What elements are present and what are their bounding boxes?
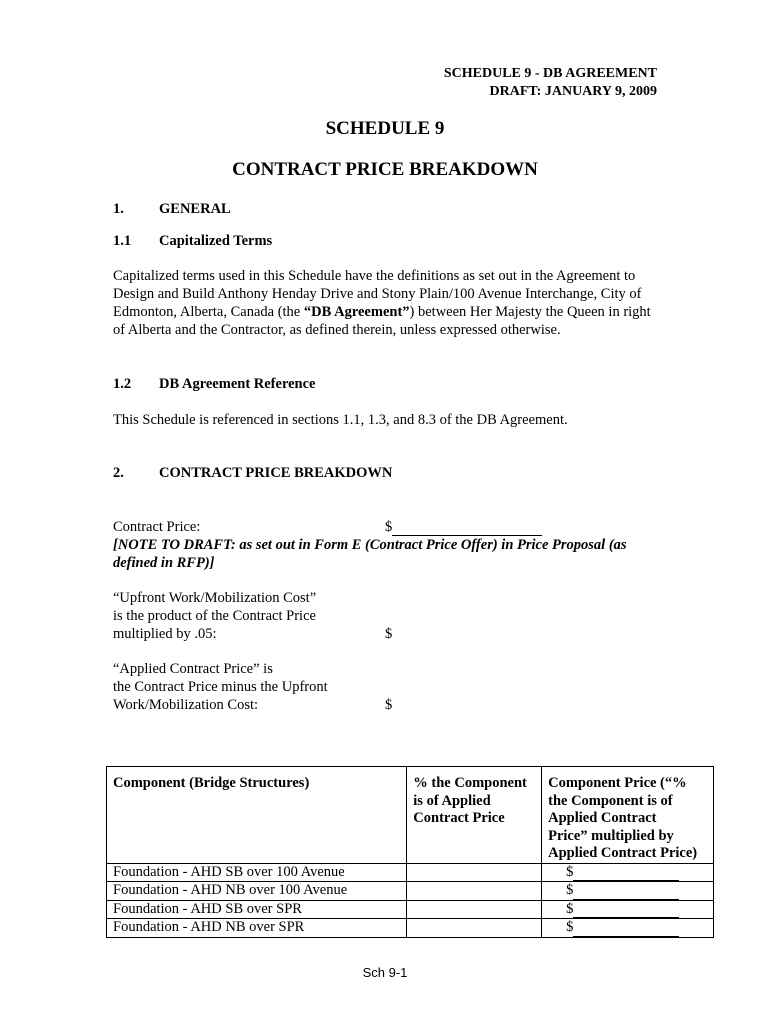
applied-price-label (113, 660, 328, 714)
header-line-1: SCHEDULE 9 - DB AGREEMENT (443, 66, 657, 81)
paragraph-text-b: ) between Her Majesty the Queen in right of Alberta and the Contractor, as defined therein, unless expressed otherwise. (113, 304, 651, 338)
applied-line-3: Work/Mobilization Cost: (113, 697, 259, 713)
capitalized-terms-paragraph (113, 267, 658, 339)
table-row (107, 863, 714, 882)
column-header-price: Component Price (“% the Component is of Applied Contract Price” multiplied by Applied Contract Price) (542, 767, 714, 864)
component-price-cell[interactable]: $ (542, 882, 714, 901)
db-agreement-term: “DB Agreement” (303, 304, 410, 320)
component-price-table (106, 766, 714, 938)
table-row (107, 919, 714, 938)
upfront-line-1: “Upfront Work/Mobilization Cost” (113, 590, 317, 606)
contract-price-blank (392, 521, 542, 536)
schedule-subtitle: CONTRACT PRICE BREAKDOWN (232, 159, 538, 180)
reference-paragraph: This Schedule is referenced in sections 1.1, 1.3, and 8.3 of the DB Agreement. (113, 412, 568, 428)
component-name: Foundation - AHD NB over SPR (107, 919, 407, 938)
component-percent-cell[interactable] (407, 919, 542, 938)
section-1-1-heading: Capitalized Terms (159, 233, 273, 249)
section-1-2-number: 1.2 (113, 376, 132, 392)
document-header (444, 65, 657, 101)
applied-price-dollar: $ (385, 697, 393, 713)
component-name: Foundation - AHD NB over 100 Avenue (107, 882, 407, 901)
section-1-number: 1. (113, 201, 124, 217)
contract-price-label: Contract Price: (113, 519, 201, 535)
component-percent-cell[interactable] (407, 882, 542, 901)
component-name: Foundation - AHD SB over 100 Avenue (107, 863, 407, 882)
header-line-2: DRAFT: JANUARY 9, 2009 (489, 84, 657, 99)
applied-line-1: “Applied Contract Price” is (113, 661, 273, 677)
note-line-1: [NOTE TO DRAFT: as set out in Form E (Contract Price Offer) in Price Proposal (as (113, 537, 627, 553)
table-row (107, 900, 714, 919)
section-1-2-heading: DB Agreement Reference (159, 376, 316, 392)
schedule-title: SCHEDULE 9 (325, 118, 445, 139)
column-header-component: Component (Bridge Structures) (107, 767, 407, 864)
upfront-cost-label (113, 589, 316, 643)
paragraph-text-a: Capitalized terms used in this Schedule have the definitions as set out in the Agreement to Design and Build Anthony Henday Drive and Stony Plain/100 Avenue Interchange, City of Edmonton, Alberta, Canada (the (113, 268, 642, 320)
component-percent-cell[interactable] (407, 900, 542, 919)
component-price-cell[interactable]: $ (542, 900, 714, 919)
section-1-1-number: 1.1 (113, 233, 132, 249)
page-footer: Sch 9-1 (362, 965, 408, 980)
component-price-cell[interactable]: $ (542, 863, 714, 882)
component-price-cell[interactable]: $ (542, 919, 714, 938)
contract-price-dollar: $ (385, 519, 393, 535)
note-to-draft (113, 536, 627, 572)
applied-line-2: the Contract Price minus the Upfront (113, 679, 328, 695)
upfront-cost-dollar: $ (385, 626, 393, 642)
section-2-number: 2. (113, 465, 124, 481)
table-header-row (107, 767, 714, 864)
component-name: Foundation - AHD SB over SPR (107, 900, 407, 919)
note-line-2: defined in RFP)] (113, 555, 215, 571)
upfront-line-2: is the product of the Contract Price (113, 608, 316, 624)
column-header-percent: % the Component is of Applied Contract Price (407, 767, 542, 864)
section-1-heading: GENERAL (159, 201, 231, 217)
section-2-heading: CONTRACT PRICE BREAKDOWN (159, 465, 393, 481)
contract-price-value[interactable] (385, 518, 542, 536)
component-percent-cell[interactable] (407, 863, 542, 882)
table-row (107, 882, 714, 901)
upfront-line-3: multiplied by .05: (113, 626, 217, 642)
